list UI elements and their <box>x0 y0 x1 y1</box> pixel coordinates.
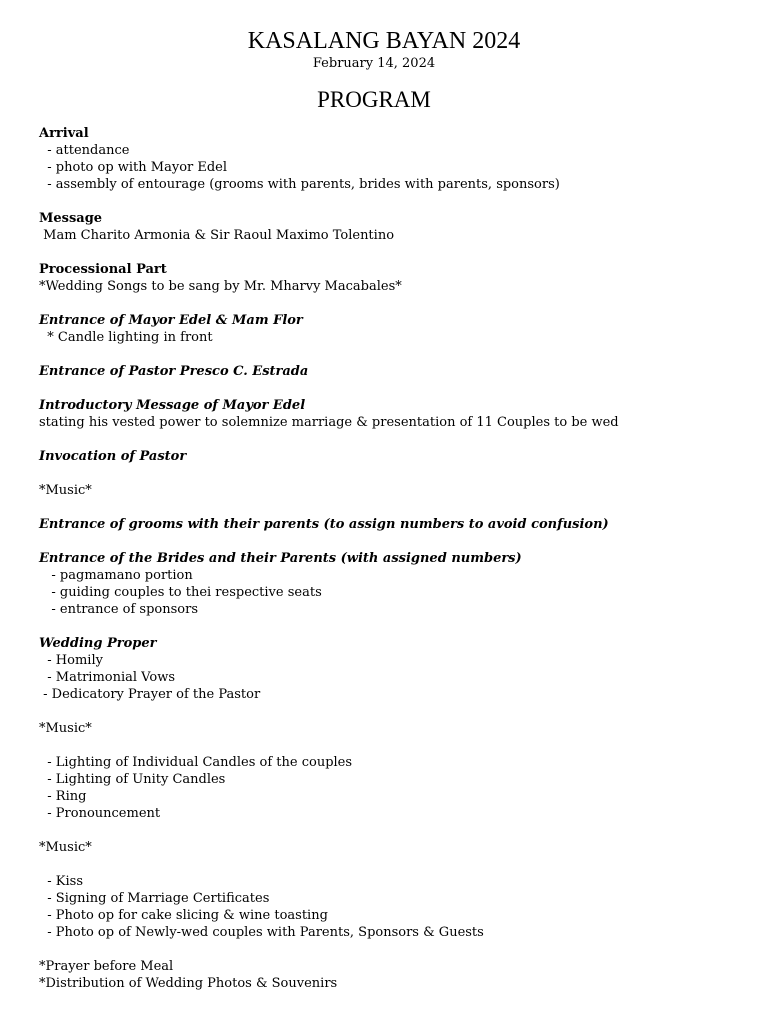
blank-line <box>39 499 749 516</box>
program-line: - guiding couples to thei respective seats <box>39 585 322 600</box>
blank-line <box>39 346 749 363</box>
section-heading: Entrance of Pastor Presco C. Estrada <box>39 364 309 379</box>
blank-line <box>39 703 749 720</box>
program-line: *Music* <box>39 840 92 855</box>
program-line: *Music* <box>39 721 92 736</box>
program-line: - Signing of Marriage Certificates <box>39 891 270 906</box>
blank-line <box>39 193 749 210</box>
blank-line <box>39 380 749 397</box>
section-heading: Wedding Proper <box>39 636 157 651</box>
section-heading: Processional Part <box>39 262 167 277</box>
program-line: - Photo op of Newly-wed couples with Parents, Sponsors & Guests <box>39 925 484 940</box>
section-heading: Entrance of the Brides and their Parents (with assigned numbers) <box>39 551 522 566</box>
program-line: - Pronouncement <box>39 806 161 821</box>
program-line: - pagmamano portion <box>39 568 193 583</box>
program-line: - Matrimonial Vows <box>39 670 175 685</box>
program-line: - Photo op for cake slicing & wine toasting <box>39 908 328 923</box>
blank-line <box>39 856 749 873</box>
section-heading: Invocation of Pastor <box>39 449 187 464</box>
event-date: February 14, 2024 <box>312 56 436 71</box>
program-line: *Distribution of Wedding Photos & Souvenirs <box>39 976 338 991</box>
blank-line <box>39 941 749 958</box>
program-line: - attendance <box>39 143 130 158</box>
section-heading: Introductory Message of Mayor Edel <box>39 398 306 413</box>
blank-line <box>39 465 749 482</box>
blank-line <box>39 533 749 550</box>
program-line: Mam Charito Armonia & Sir Raoul Maximo Tolentino <box>39 228 395 243</box>
program-line: - Dedicatory Prayer of the Pastor <box>39 687 261 702</box>
program-line: - Ring <box>39 789 87 804</box>
section-heading: Message <box>39 211 103 226</box>
blank-line <box>39 295 749 312</box>
program-heading: PROGRAM <box>317 87 431 112</box>
section-heading: Entrance of grooms with their parents (to assign numbers to avoid confusion) <box>39 517 609 532</box>
program-line: * Candle lighting in front <box>39 330 213 345</box>
section-heading: Entrance of Mayor Edel & Mam Flor <box>39 313 303 328</box>
section-heading: Arrival <box>39 126 89 141</box>
program-line: *Prayer before Meal <box>39 959 174 974</box>
program-line: - assembly of entourage (grooms with parents, brides with parents, sponsors) <box>39 177 560 192</box>
program-line: - Lighting of Unity Candles <box>39 772 226 787</box>
program-line: - entrance of sponsors <box>39 602 199 617</box>
program-line: *Music* <box>39 483 92 498</box>
blank-line <box>39 244 749 261</box>
blank-line <box>39 431 749 448</box>
blank-line <box>39 822 749 839</box>
program-line: stating his vested power to solemnize marriage & presentation of 11 Couples to be wed <box>39 415 619 430</box>
blank-line <box>39 737 749 754</box>
program-line: - Homily <box>39 653 103 668</box>
program-body <box>39 125 749 992</box>
program-line: *Wedding Songs to be sang by Mr. Mharvy Macabales* <box>39 279 402 294</box>
program-line: - photo op with Mayor Edel <box>39 160 228 175</box>
blank-line <box>39 618 749 635</box>
program-line: - Lighting of Individual Candles of the couples <box>39 755 353 770</box>
program-line: - Kiss <box>39 874 84 889</box>
document-title: KASALANG BAYAN 2024 <box>247 28 521 54</box>
